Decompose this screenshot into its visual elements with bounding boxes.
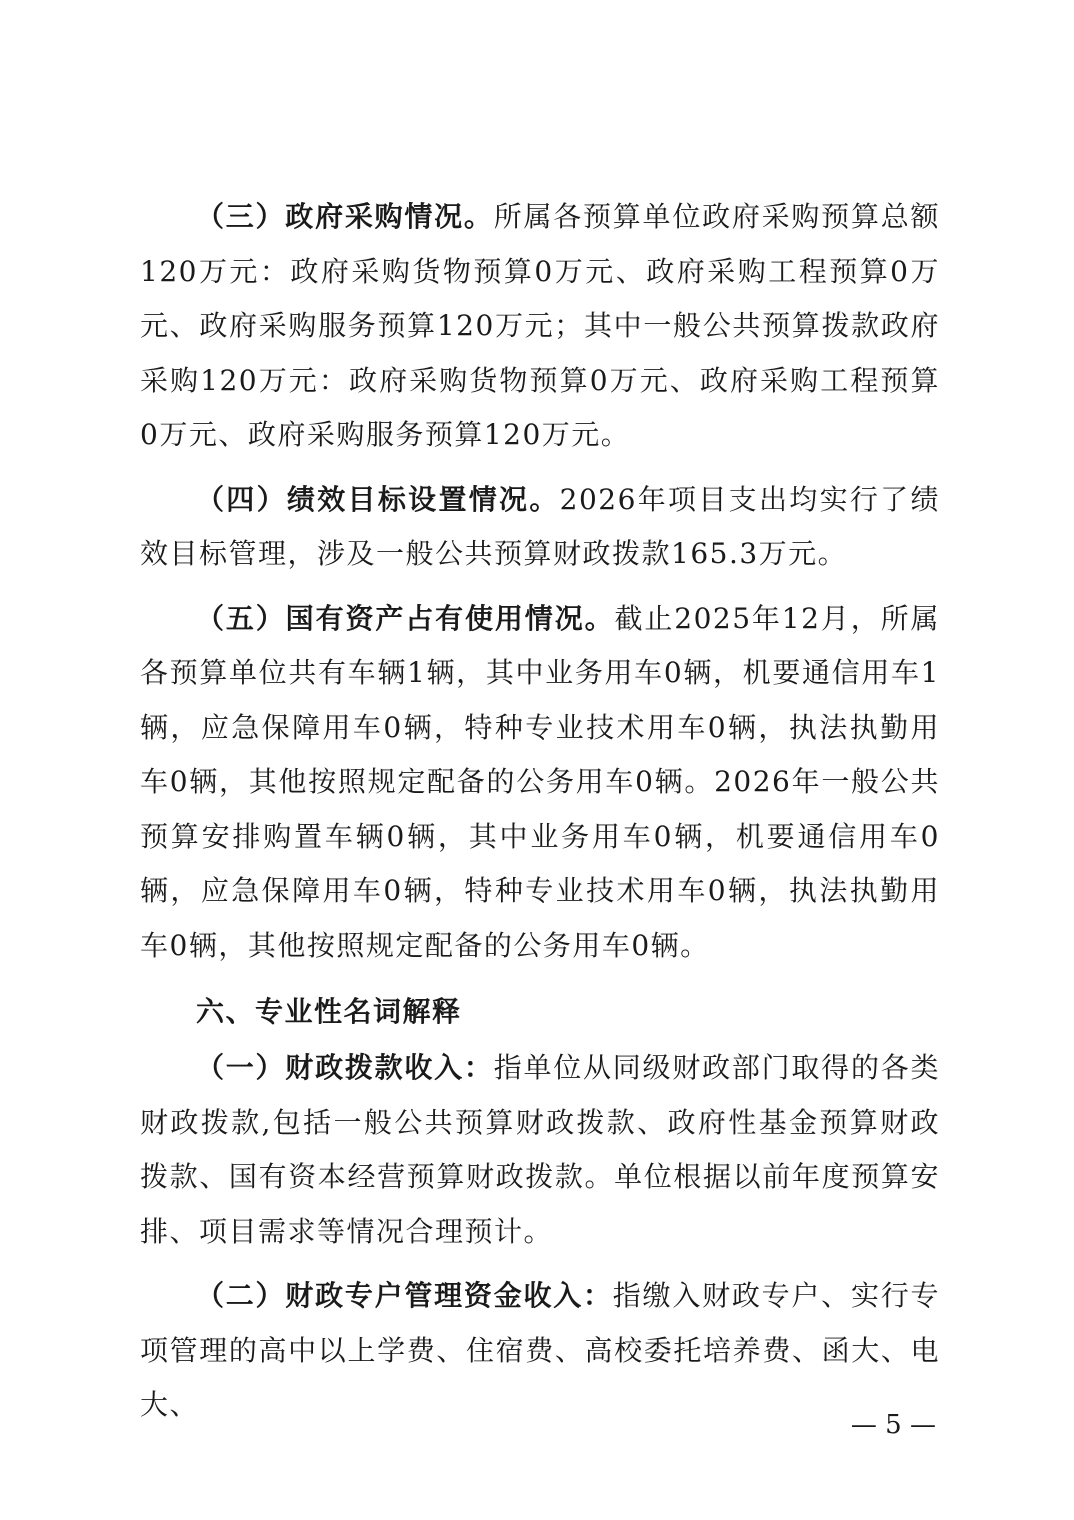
section-body: 所属各预算单位政府采购预算总额120万元：政府采购货物预算0万元、政府采购工程预算0万元、政府采购服务预算120万元；其中一般公共预算拨款政府采购120万元：政府采购货物预算0万元、政府采购工程预算0万元、政府采购服务预算120万元。 bbox=[140, 200, 940, 451]
heading-terminology: 六、专业性名词解释 bbox=[196, 995, 462, 1028]
section-body: 2026年项目支出均实行了绩效目标管理，涉及一般公共预算财政拨款165.3万元。 bbox=[140, 482, 940, 570]
document-body bbox=[140, 190, 940, 1443]
term-fiscal-appropriation-income bbox=[140, 1041, 940, 1259]
section-lead: （四）绩效目标设置情况。 bbox=[196, 482, 560, 516]
term-lead: （二）财政专户管理资金收入： bbox=[196, 1279, 613, 1312]
term-body: 指单位从同级财政部门取得的各类财政拨款,包括一般公共预算财政拨款、政府性基金预算财政拨款、国有资本经营预算财政拨款。单位根据以前年度预算安排、项目需求等情况合理预计。 bbox=[140, 1051, 940, 1248]
section-performance-targets bbox=[140, 473, 940, 582]
term-lead: （一）财政拨款收入： bbox=[196, 1051, 494, 1084]
section-body: 截止2025年12月，所属各预算单位共有车辆1辆，其中业务用车0辆，机要通信用车1辆，应急保障用车0辆，特种专业技术用车0辆，执法执勤用车0辆，其他按照规定配备的公务用车0辆。2026年一般公共预算安排购置车辆0辆，其中业务用车0辆，机要通信用车0辆，应急保障用车0辆，特种专业技术用车0辆，执法执勤用车0辆，其他按照规定配备的公务用车0辆。 bbox=[140, 601, 940, 962]
section-government-procurement bbox=[140, 190, 940, 463]
section-lead: （三）政府采购情况。 bbox=[196, 200, 494, 233]
section-state-assets bbox=[140, 592, 940, 974]
term-body: 指缴入财政专户、实行专项管理的高中以上学费、住宿费、高校委托培养费、函大、电大、 bbox=[140, 1279, 940, 1421]
section-lead: （五）国有资产占有使用情况。 bbox=[196, 601, 615, 635]
page-number: — 5 — bbox=[850, 1410, 936, 1440]
term-special-account-income bbox=[140, 1269, 940, 1433]
